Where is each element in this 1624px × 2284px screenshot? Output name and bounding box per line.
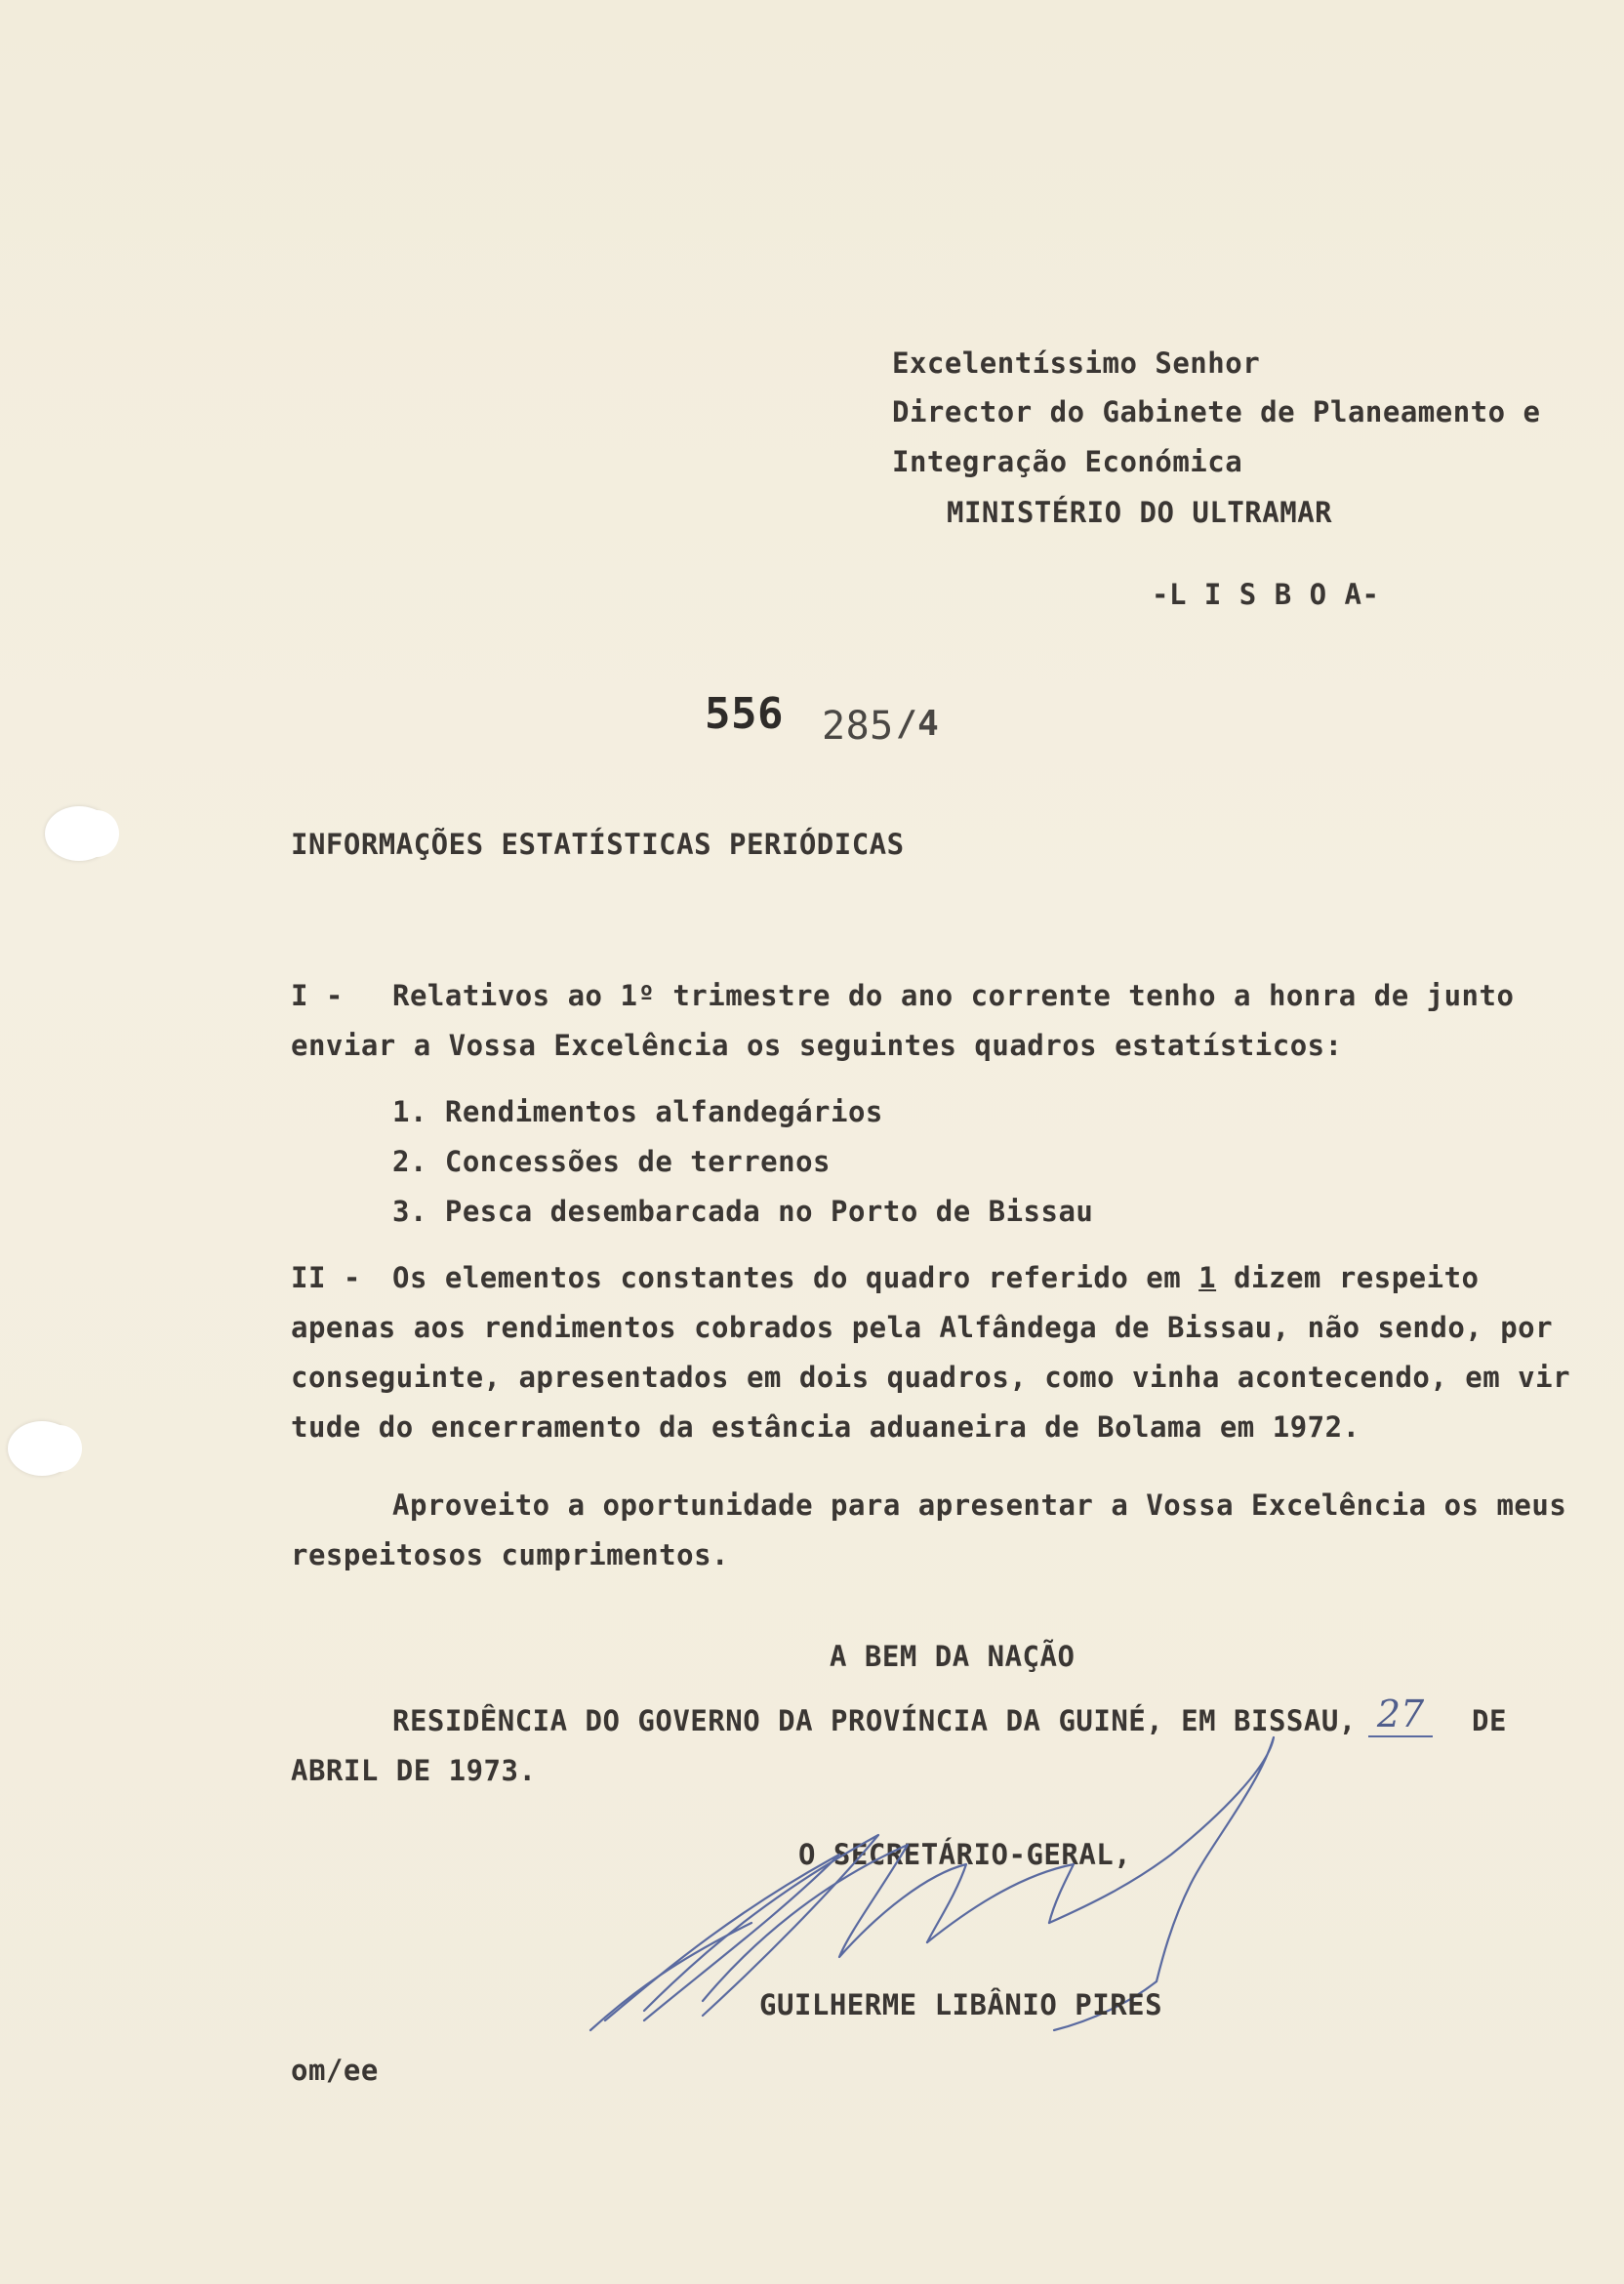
list-item: 3. Pesca desembarcada no Porto de Bissau <box>392 1195 1094 1228</box>
section-two-line1-start: Os elementos constantes do quadro referido em <box>392 1261 1199 1294</box>
signatory-title: O SECRETÁRIO-GERAL, <box>798 1838 1132 1871</box>
addressee-city: -L I S B O A- <box>1152 578 1380 611</box>
section-two-ref: 1 <box>1198 1261 1217 1294</box>
punch-hole-top <box>45 806 113 861</box>
section-two-line3: conseguinte, apresentados em dois quadros, como vinha acontecendo, em vir <box>291 1361 1571 1394</box>
subject-heading: INFORMAÇÕES ESTATÍSTICAS PERIÓDICAS <box>291 828 905 861</box>
reference-number-value: 285 <box>822 704 894 749</box>
motto: A BEM DA NAÇÃO <box>830 1640 1076 1673</box>
list-item: 1. Rendimentos alfandegários <box>392 1095 883 1128</box>
signatory-name: GUILHERME LIBÂNIO PIRES <box>759 1988 1163 2021</box>
typist-initials: om/ee <box>291 2054 379 2087</box>
addressee-ministry: MINISTÉRIO DO ULTRAMAR <box>947 496 1333 529</box>
section-two-line1 <box>392 1261 1480 1294</box>
reference-suffix: /4 <box>896 704 940 744</box>
place-date-de: DE <box>1472 1704 1507 1737</box>
section-one-line2: enviar a Vossa Excelência os seguintes quadros estatísticos: <box>291 1029 1343 1062</box>
place-date-line2: ABRIL DE 1973. <box>291 1754 537 1787</box>
reference-stamp: 556 <box>705 689 784 739</box>
section-one-marker: I - <box>291 979 344 1012</box>
section-two-marker: II - <box>291 1261 361 1294</box>
addressee-salutation: Excelentíssimo Senhor <box>892 347 1261 380</box>
section-two-line1-end: dizem respeito <box>1216 1261 1480 1294</box>
addressee-office-cont: Integração Económica <box>892 445 1243 478</box>
list-item: 2. Concessões de terrenos <box>392 1145 831 1178</box>
place-date-line1: RESIDÊNCIA DO GOVERNO DA PROVÍNCIA DA GUINÉ, EM BISSAU, <box>392 1704 1357 1737</box>
closing-line1: Aproveito a oportunidade para apresentar a Vossa Excelência os meus <box>392 1489 1567 1522</box>
section-one-line1: Relativos ao 1º trimestre do ano corrente tenho a honra de junto <box>392 979 1515 1012</box>
section-two-line4: tude do encerramento da estância aduaneira de Bolama em 1972. <box>291 1410 1360 1444</box>
punch-hole-bottom <box>8 1421 76 1476</box>
section-two-line2: apenas aos rendimentos cobrados pela Alfândega de Bissau, não sendo, por <box>291 1311 1554 1344</box>
handwritten-day: 27 <box>1368 1693 1433 1737</box>
addressee-office: Director do Gabinete de Planeamento e <box>892 395 1541 428</box>
closing-line2: respeitosos cumprimentos. <box>291 1538 729 1571</box>
